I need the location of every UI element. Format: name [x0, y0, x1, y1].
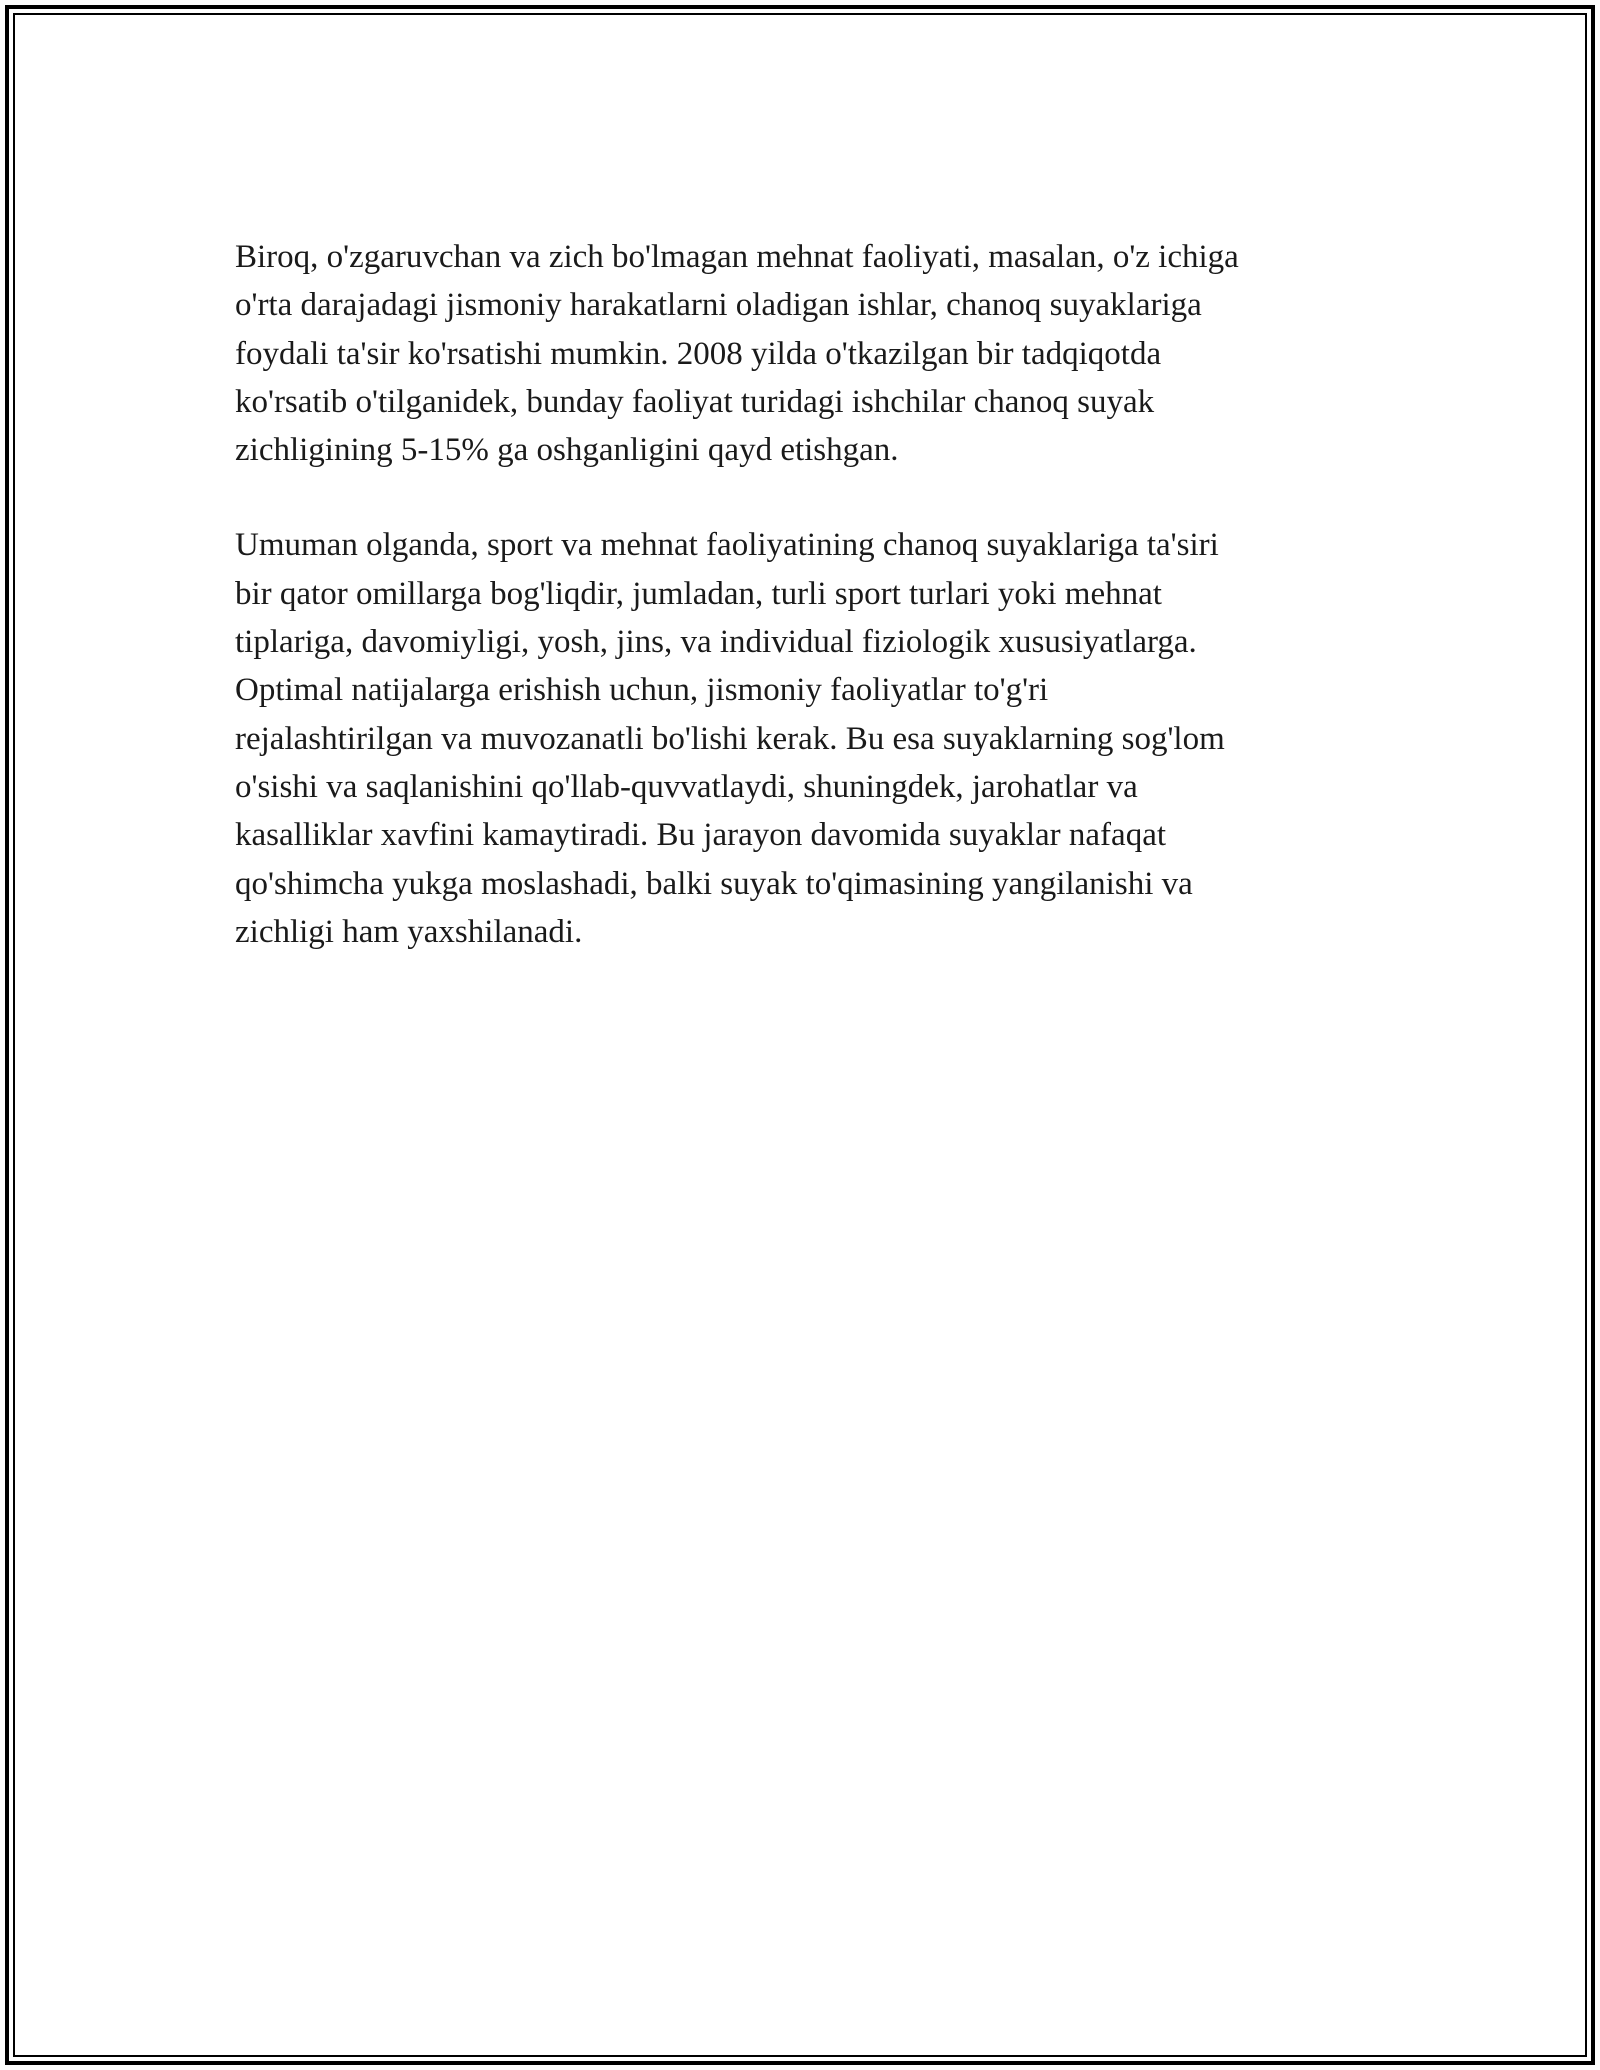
- paragraph-1: Biroq, o'zgaruvchan va zich bo'lmagan mehnat faoliyati, masalan, o'z ichiga o'rta darajadagi jismoniy harakatlarni oladigan ishlar, chanoq suyaklariga foydali ta'sir ko'rsatishi mumkin. 2008 yilda o'tkazilgan bir tadqiqotda ko'rsatib o'tilganidek, bunday faoliyat turidagi ishchilar chanoq suyak zichligining 5-15% ga oshganligini qayd etishgan.: [235, 239, 1239, 469]
- paragraph-2: Umuman olganda, sport va mehnat faoliyatining chanoq suyaklariga ta'siri bir qator omillarga bog'liqdir, jumladan, turli sport turlari yoki mehnat tiplariga, davomiyligi, yosh, jins, va individual fiziologik xususiyatlarga. Optimal natijalarga erishish uchun, jismoniy faoliyatlar to'g'ri rejalashtirilgan va muvozanatli bo'lishi kerak. Bu esa suyaklarning sog'lom o'sishi va saqlanishini qo'llab-quvvatlaydi, shuningdek, jarohatlar va kasalliklar xavfini kamaytiradi. Bu jarayon davomida suyaklar nafaqat qo'shimcha yukga moslashadi, balki suyak to'qimasining yangilanishi va zichligi ham yaxshilanadi.: [235, 527, 1225, 950]
- document-body: [235, 233, 1365, 1003]
